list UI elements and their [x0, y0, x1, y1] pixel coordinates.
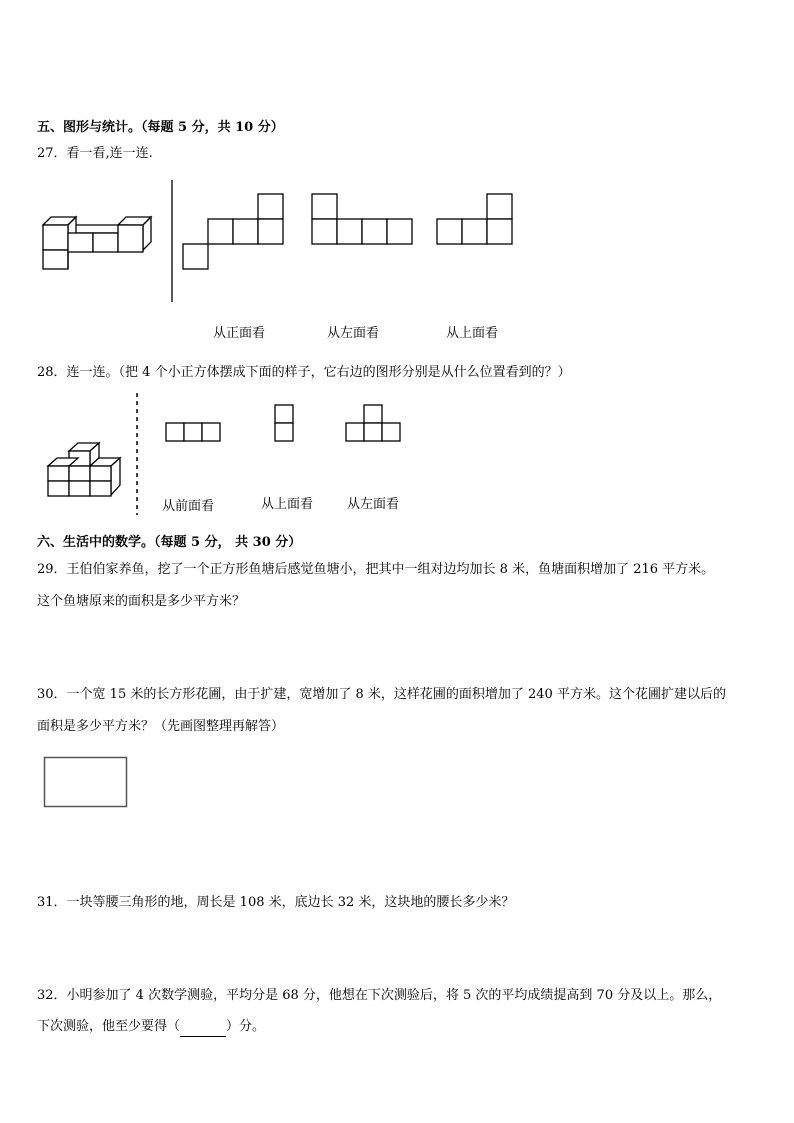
question-31-text: 31．一块等腰三角形的地，周长是 108 米，底边长 32 米，这块地的腰长多少米？	[37, 895, 515, 910]
question-29-line-2: 这个鱼塘原来的面积是多少平方米？	[37, 594, 246, 609]
cube-front-lower	[43, 250, 68, 269]
question-30-line-1: 30．一个宽 15 米的长方形花圃，由于扩建，宽增加了 8 米，这样花圃的面积增加了 240 平方米。这个花圃扩建以后的	[37, 687, 726, 702]
q27-label-left: 从左面看	[327, 326, 380, 341]
q27-divider-line	[170, 180, 174, 305]
question-32-line-2-prefix: 下次测验，他至少要得（	[37, 1019, 181, 1034]
question-30-line-2: 面积是多少平方米？（先画图整理再解答）	[37, 719, 285, 734]
q27-cube-solid	[40, 215, 160, 275]
q28-label-left: 从左面看	[347, 497, 400, 512]
answer-blank[interactable]	[180, 1018, 226, 1037]
q27-label-top: 从上面看	[446, 326, 499, 341]
q28-cube-solid	[44, 440, 134, 510]
q30-drawing-box	[43, 756, 129, 810]
cube-front-3	[118, 225, 143, 252]
section-5-heading: 五、图形与统计。（每题 5 分，共 10 分）	[37, 120, 284, 135]
q28-view-c	[345, 404, 405, 444]
q28-view-a	[165, 422, 225, 444]
question-27-text: 27．看一看,连一连.	[37, 146, 153, 161]
section-6-heading: 六、生活中的数学。（每题 5 分， 共 30 分）	[37, 535, 302, 550]
cube-top-lower	[68, 225, 126, 233]
question-29-line-1: 29．王伯伯家养鱼，挖了一个正方形鱼塘后感觉鱼塘小，把其中一组对边均加长 8 米，鱼塘面积增加了 216 平方米。	[37, 562, 715, 577]
q27-view-b	[311, 192, 416, 247]
question-32-line-1: 32．小明参加了 4 次数学测验，平均分是 68 分，他想在下次测验后，将 5 次的平均成绩提高到 70 分及以上。那么，	[37, 988, 722, 1003]
q27-label-front: 从正面看	[213, 326, 266, 341]
q28-label-top: 从上面看	[261, 497, 314, 512]
question-32-line-2	[37, 1018, 265, 1037]
q27-view-c	[436, 192, 516, 247]
q28-view-b	[274, 404, 296, 444]
q27-view-a	[182, 192, 287, 272]
cube-front-2	[93, 233, 118, 252]
q28-label-front: 从前面看	[162, 499, 215, 514]
cube-front-upper	[43, 225, 68, 250]
question-32-line-2-suffix: ）分。	[226, 1019, 266, 1034]
cube-front-1	[68, 233, 93, 252]
question-28-text: 28．连一连。（把 4 个小正方体摆成下面的样子，它右边的图形分别是从什么位置看到的？）	[37, 365, 571, 380]
q28-dashed-divider	[135, 393, 139, 518]
